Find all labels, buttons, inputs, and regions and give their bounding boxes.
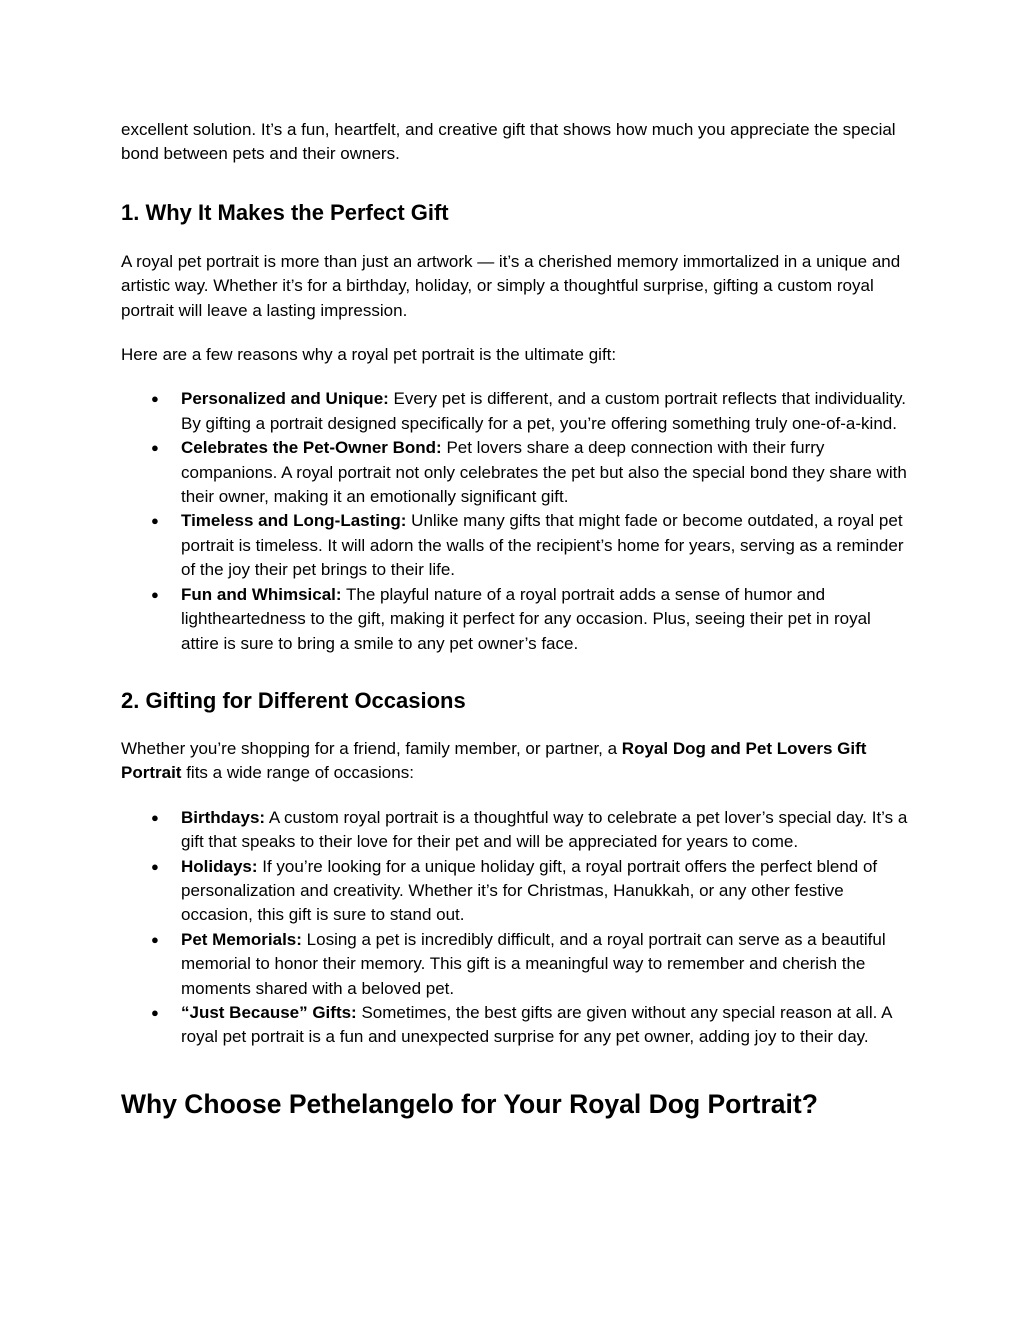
list-item-text: Losing a pet is incredibly difficult, and a royal portrait can serve as a beautiful memorial to honor their memory. This gift is a meaningful way to remember and cherish the moments shared with a beloved pet. <box>181 929 886 998</box>
list-item-title: Birthdays: <box>181 807 266 827</box>
list-item-text: Pet lovers share a deep connection with their furry companions. A royal portrait not only celebrates the pet but also the special bond they share with their owner, making it an emotionally significant gift. <box>181 438 907 507</box>
bullet-icon: ● <box>151 513 159 529</box>
section-heading-why-choose: Why Choose Pethelangelo for Your Royal Dog Portrait? <box>121 1088 818 1119</box>
list-item-text: If you’re looking for a unique holiday gift, a royal portrait offers the perfect blend of personalization and creativity. Whether it’s for Christmas, Hanukkah, or any other festive occasion, this gift is sure to stand out. <box>181 856 878 925</box>
bullet-icon: ● <box>151 391 159 407</box>
list-item <box>121 583 911 656</box>
occasions-list <box>121 806 911 1050</box>
list-item <box>121 806 911 855</box>
list-item <box>121 1001 911 1050</box>
list-item-text: The playful nature of a royal portrait adds a sense of humor and lightheartedness to the gift, making it perfect for any occasion. Plus, seeing their pet in royal attire is sure to bring a smile to any pet owner’s face. <box>181 584 871 653</box>
list-item-title: Fun and Whimsical: <box>181 584 342 604</box>
list-item-text: Every pet is different, and a custom portrait reflects that individuality. By gifting a portrait designed specifically for a pet, you’re offering something truly one-of-a-kind. <box>181 389 906 433</box>
intro-paragraph: excellent solution. It’s a fun, heartfelt, and creative gift that shows how much you appreciate the special bond between pets and their owners. <box>121 120 896 164</box>
bullet-icon: ● <box>151 586 159 602</box>
bullet-icon: ● <box>151 809 159 825</box>
section-heading-why-perfect-gift: 1. Why It Makes the Perfect Gift <box>121 199 449 225</box>
list-item-text: Sometimes, the best gifts are given without any special reason at all. A royal pet portrait is a fun and unexpected surprise for any pet owner, adding joy to their day. <box>181 1002 892 1047</box>
section2-intro-text: Whether you’re shopping for a friend, family member, or partner, a <box>121 738 622 758</box>
list-item-title: “Just Because” Gifts: <box>181 1002 357 1022</box>
reasons-list <box>121 387 911 655</box>
document-page <box>121 118 911 1120</box>
list-item <box>121 387 911 436</box>
list-item <box>121 436 911 509</box>
list-item-title: Holidays: <box>181 856 258 876</box>
list-item-title: Timeless and Long-Lasting: <box>181 511 407 531</box>
section2-intro-text-end: fits a wide range of occasions: <box>181 763 414 783</box>
bullet-icon: ● <box>151 931 159 947</box>
list-item-title: Celebrates the Pet-Owner Bond: <box>181 438 442 458</box>
list-item <box>121 855 911 928</box>
bullet-icon: ● <box>151 440 159 456</box>
section-heading-gifting-occasions: 2. Gifting for Different Occasions <box>121 687 466 713</box>
section1-paragraph: A royal pet portrait is more than just an artwork — it’s a cherished memory immortalized in a unique and artistic way. Whether it’s for a birthday, holiday, or simply a thoughtful surprise, gifting a custom royal portrait will leave a lasting impression. <box>121 251 901 320</box>
list-item-title: Pet Memorials: <box>181 929 302 949</box>
section1-lead: Here are a few reasons why a royal pet portrait is the ultimate gift: <box>121 345 617 365</box>
list-item-text: Unlike many gifts that might fade or become outdated, a royal pet portrait is timeless. It will adorn the walls of the recipient’s home for years, serving as a reminder of the joy their pet brings to their life. <box>181 511 904 580</box>
bullet-icon: ● <box>151 1004 159 1020</box>
bullet-icon: ● <box>151 858 159 874</box>
list-item-title: Personalized and Unique: <box>181 389 389 409</box>
list-item <box>121 509 911 582</box>
section2-intro-bold: Royal Dog and Pet Lovers Gift Portrait <box>121 738 867 783</box>
list-item-text: A custom royal portrait is a thoughtful way to celebrate a pet lover’s special day. It’s a gift that speaks to their love for their pet and will be appreciated for years to come. <box>181 807 908 852</box>
list-item <box>121 928 911 1001</box>
section2-intro <box>121 737 911 786</box>
